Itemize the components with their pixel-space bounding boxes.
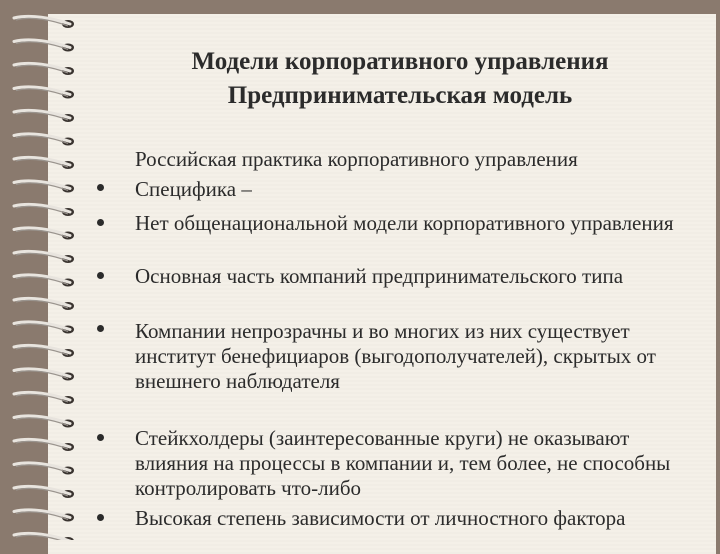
bullet-item: Высокая степень зависимости от личностного фактора <box>135 506 626 530</box>
binding-wire <box>14 87 70 95</box>
binding-wire <box>14 345 70 353</box>
binding-wire <box>14 228 70 236</box>
binding-wire <box>14 486 70 494</box>
binding-wire <box>14 157 70 165</box>
binding-wire <box>14 40 70 48</box>
binding-wire <box>14 16 70 24</box>
bullet-item: Компании непрозрачны и во многих из них существует институт бенефициаров (выгодополучателей), скрытых от внешнего наблюдателя <box>135 319 656 393</box>
binding-wire <box>14 275 70 283</box>
section-heading: Российская практика корпоративного управления <box>135 147 578 171</box>
bullet-item: Основная часть компаний предпринимательского типа <box>135 264 624 288</box>
binding-wire <box>14 533 70 540</box>
binding-wire <box>14 298 70 306</box>
slide-subtitle: Предпринимательская модель <box>227 82 573 109</box>
binding-wire <box>14 369 70 377</box>
binding-wire <box>14 251 70 259</box>
bullet-dot <box>97 325 104 332</box>
binding-wire <box>14 416 70 424</box>
binding-wire <box>14 510 70 518</box>
binding-wire <box>14 63 70 71</box>
binding-wire <box>14 392 70 400</box>
binding-wire <box>14 204 70 212</box>
bullet-item: Нет общенациональной модели корпоративного управления <box>135 211 674 235</box>
binding-wire <box>14 181 70 189</box>
slide-title: Модели корпоративного управления <box>191 48 609 75</box>
binding-wire <box>14 463 70 471</box>
bullet-item: Специфика – <box>135 177 252 201</box>
bullet-dot <box>97 184 104 191</box>
binding-wire <box>14 110 70 118</box>
bullet-item: Стейкхолдеры (заинтересованные круги) не оказывают влияния на процессы в компании и, тем более, не способны контролировать что-либо <box>135 426 671 500</box>
spiral-binding <box>0 0 90 540</box>
bullet-dot <box>97 514 104 521</box>
bullet-dot <box>97 434 104 441</box>
binding-wire <box>14 134 70 142</box>
binding-wire <box>14 322 70 330</box>
bullet-dot <box>97 219 104 226</box>
bullet-dot <box>97 272 104 279</box>
binding-wire <box>14 439 70 447</box>
